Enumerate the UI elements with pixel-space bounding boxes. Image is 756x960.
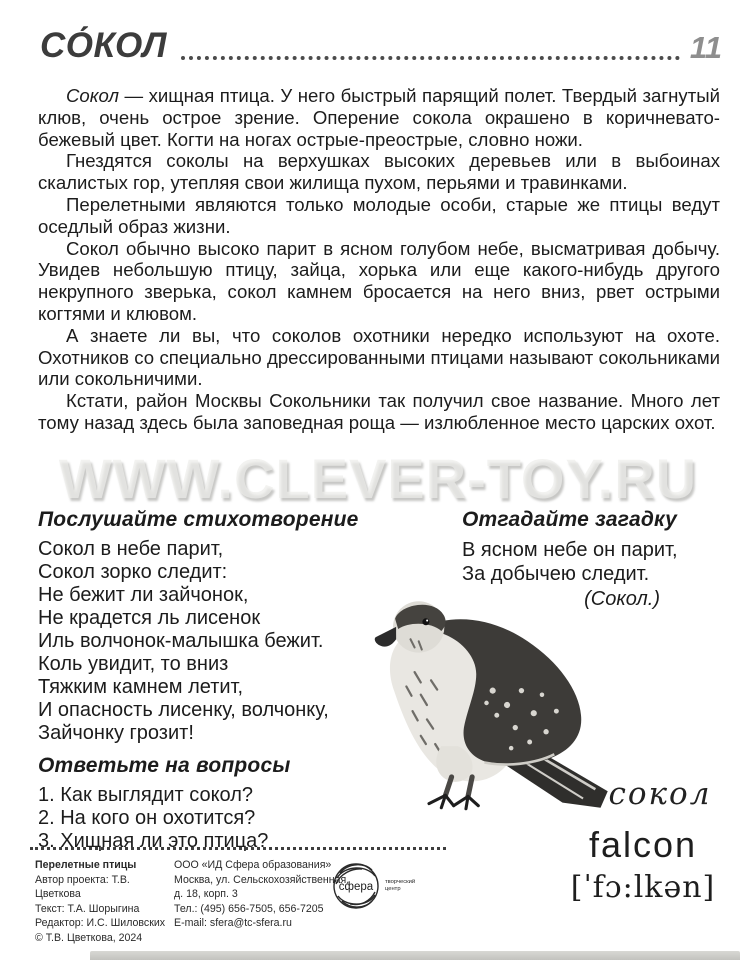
next-page-edge xyxy=(90,951,740,960)
riddle-line: В ясном небе он парит, xyxy=(462,539,678,561)
logo-name: сфера xyxy=(338,881,374,893)
imprint-text: Текст: Т.А. Шорыгина xyxy=(35,902,140,915)
question-item: 1. Как выглядит сокол? xyxy=(38,784,254,806)
riddle-answer: (Сокол.) xyxy=(584,588,660,610)
paragraph-migration: Перелетными являются только молодые особи, старые же птицы ведут оседлый образ жизни. xyxy=(38,193,720,237)
paragraph-sokolniki: Кстати, район Москвы Сокольники так получил свое название. Много лет тому назад здесь была заповедная роща — излюбленное место царских охот. xyxy=(38,390,720,433)
riddle-line: За добычею следит. xyxy=(462,563,650,585)
dotted-leader xyxy=(181,34,680,60)
questions-heading: Ответьте на вопросы xyxy=(38,754,291,777)
lead-word: Сокол xyxy=(66,85,119,106)
paragraph-falconers: А знаете ли вы, что соколов охотники нередко используют на охоте. Охотников со специально дрессированными птицами называют сокольниками или сокольничими. xyxy=(38,324,720,390)
poem-line: Сокол в небе парит, xyxy=(38,538,224,560)
publisher-email: E-mail: sfera@tc-sfera.ru xyxy=(174,917,292,930)
question-item: 3. Хищная ли это птица? xyxy=(38,830,269,852)
publisher-address2: д. 18, корп. 3 xyxy=(174,888,238,901)
poem-line: Не бежит ли зайчонок, xyxy=(38,584,249,606)
page-header xyxy=(40,26,722,66)
vocab-russian: сокол xyxy=(608,776,712,812)
paragraph-intro xyxy=(38,85,720,150)
poem-line: Коль увидит, то вниз xyxy=(38,653,229,675)
poem-line: Зайчонку грозит! xyxy=(38,722,194,744)
question-item: 2. На кого он охотится? xyxy=(38,807,256,829)
series-title: Перелетные птицы xyxy=(35,859,137,871)
poem-line: Тяжким камнем летит, xyxy=(38,676,244,698)
logo-tagline: творческий центр xyxy=(385,879,416,892)
vocab-transcription: [ˈfɔ:lkən] xyxy=(570,870,716,905)
poem-line: Не крадется ль лисенок xyxy=(38,607,261,629)
publisher-logo xyxy=(330,860,425,912)
poem-line: Сокол зорко следит: xyxy=(38,561,228,583)
publisher-address1: Москва, ул. Сельскохозяйственная, xyxy=(174,873,350,886)
poem-line: И опасность лисенку, волчонку, xyxy=(38,699,329,721)
vocab-english: falcon xyxy=(588,824,698,865)
page-title: СО́КОЛ xyxy=(40,26,167,65)
paragraph-nesting: Гнездятся соколы на верхушках высоких деревьев или в выбоинах скалистых гор, утепляя свои жилища пухом, перьями и травинками. xyxy=(38,150,720,194)
imprint-editor: Редактор: И.С. Шиловских xyxy=(35,917,166,930)
page-number: 11 xyxy=(689,30,722,65)
publisher-phone: Тел.: (495) 656-7505, 656-7205 xyxy=(174,902,324,915)
footer-dotted-separator xyxy=(30,847,446,850)
imprint-author: Автор проекта: Т.В. Цветкова xyxy=(35,873,130,901)
sfera-logo-icon xyxy=(330,860,382,912)
site-watermark: WWW.CLEVER-TOY.RU xyxy=(58,447,698,510)
paragraph-intro-text: — хищная птица. У него быстрый парящий полет. Твердый загнутый клюв, очень острое зрение. Оперение сокола окрашено в коричневато-бежевый цвет. Когти на ногах острые-преострые, словно ножи. xyxy=(38,85,720,150)
vocab-block xyxy=(563,776,723,905)
publisher-company: ООО «ИД Сфера образования» xyxy=(174,859,332,871)
article-body xyxy=(38,85,720,434)
imprint-column xyxy=(35,858,175,946)
poem-line: Иль волчонок-малышка бежит. xyxy=(38,630,324,652)
imprint-copyright: © Т.В. Цветкова, 2024 xyxy=(35,931,143,944)
paragraph-hunting: Сокол обычно высоко парит в ясном голубом небе, высматривая добычу. Увидев небольшую птицу, зайца, хорька или еще какого-нибудь другого некрупного зверька, сокол камнем бросается на него вниз, рвет острыми когтями и клювом. xyxy=(38,237,720,324)
riddle-heading: Отгадайте загадку xyxy=(462,508,677,531)
poem-heading: Послушайте стихотворение xyxy=(38,508,359,531)
